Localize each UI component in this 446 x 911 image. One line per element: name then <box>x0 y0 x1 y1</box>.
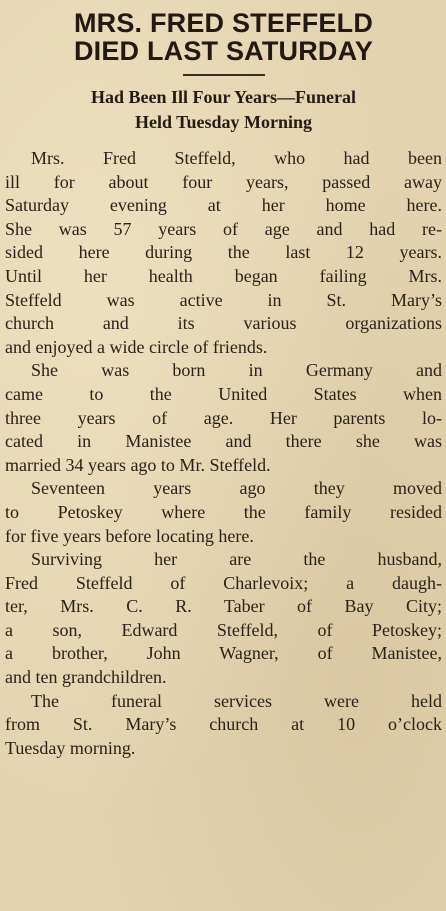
article-line: to Petoskey where the family resided <box>5 501 442 522</box>
article-line: and enjoyed a wide circle of friends. <box>5 336 268 357</box>
article-line: sided here during the last 12 years. <box>5 242 442 263</box>
article-line: Saturday evening at her home here. <box>5 195 442 216</box>
article-line: Until her health began failing Mrs. <box>5 265 442 286</box>
article-paragraph <box>5 359 442 477</box>
article-line: for five years before locating here. <box>5 525 254 546</box>
article-paragraph <box>5 147 442 359</box>
headline-line-2: DIED LAST SATURDAY <box>73 36 374 66</box>
article-line: a brother, John Wagner, of Manistee, <box>5 643 442 664</box>
article-line: married 34 years ago to Mr. Steffeld. <box>5 454 271 475</box>
article-line: Seventeen years ago they moved <box>31 478 442 499</box>
article-line: Mrs. Fred Steffeld, who had been <box>31 148 442 168</box>
subheadline-line-1: Had Been Ill Four Years—Funeral <box>91 87 356 107</box>
article-line: three years of age. Her parents lo- <box>5 407 442 428</box>
article-line: ter, Mrs. C. R. Taber of Bay City; <box>5 596 442 617</box>
article-paragraph <box>5 690 442 761</box>
subheadline-line-2: Held Tuesday Morning <box>134 112 313 132</box>
article-line: She was 57 years of age and had re- <box>5 218 442 239</box>
article-line: Surviving her are the husband, <box>31 549 442 570</box>
article-line: a son, Edward Steffeld, of Petoskey; <box>5 619 442 640</box>
article-paragraph <box>5 548 442 690</box>
headline-divider <box>183 74 265 76</box>
article-line: from St. Mary’s church at 10 o’clock <box>5 714 442 735</box>
headline-line-1: MRS. FRED STEFFELD <box>73 8 374 38</box>
article-line: came to the United States when <box>5 383 442 404</box>
article-line: Steffeld was active in St. Mary’s <box>5 289 442 310</box>
article-line: She was born in Germany and <box>31 360 442 381</box>
subheadline <box>5 85 442 135</box>
article-line: ill for about four years, passed away <box>5 171 442 192</box>
article-line: church and its various organizations <box>5 313 442 334</box>
article-line: cated in Manistee and there she was <box>5 431 442 452</box>
article-paragraph <box>5 477 442 548</box>
headline <box>5 9 442 65</box>
article-line: Tuesday morning. <box>5 737 136 758</box>
article-body <box>5 147 442 760</box>
article-line: and ten grandchildren. <box>5 667 167 688</box>
article-line: Fred Steffeld of Charlevoix; a daugh- <box>5 572 442 593</box>
article-line: The funeral services were held <box>31 690 442 711</box>
